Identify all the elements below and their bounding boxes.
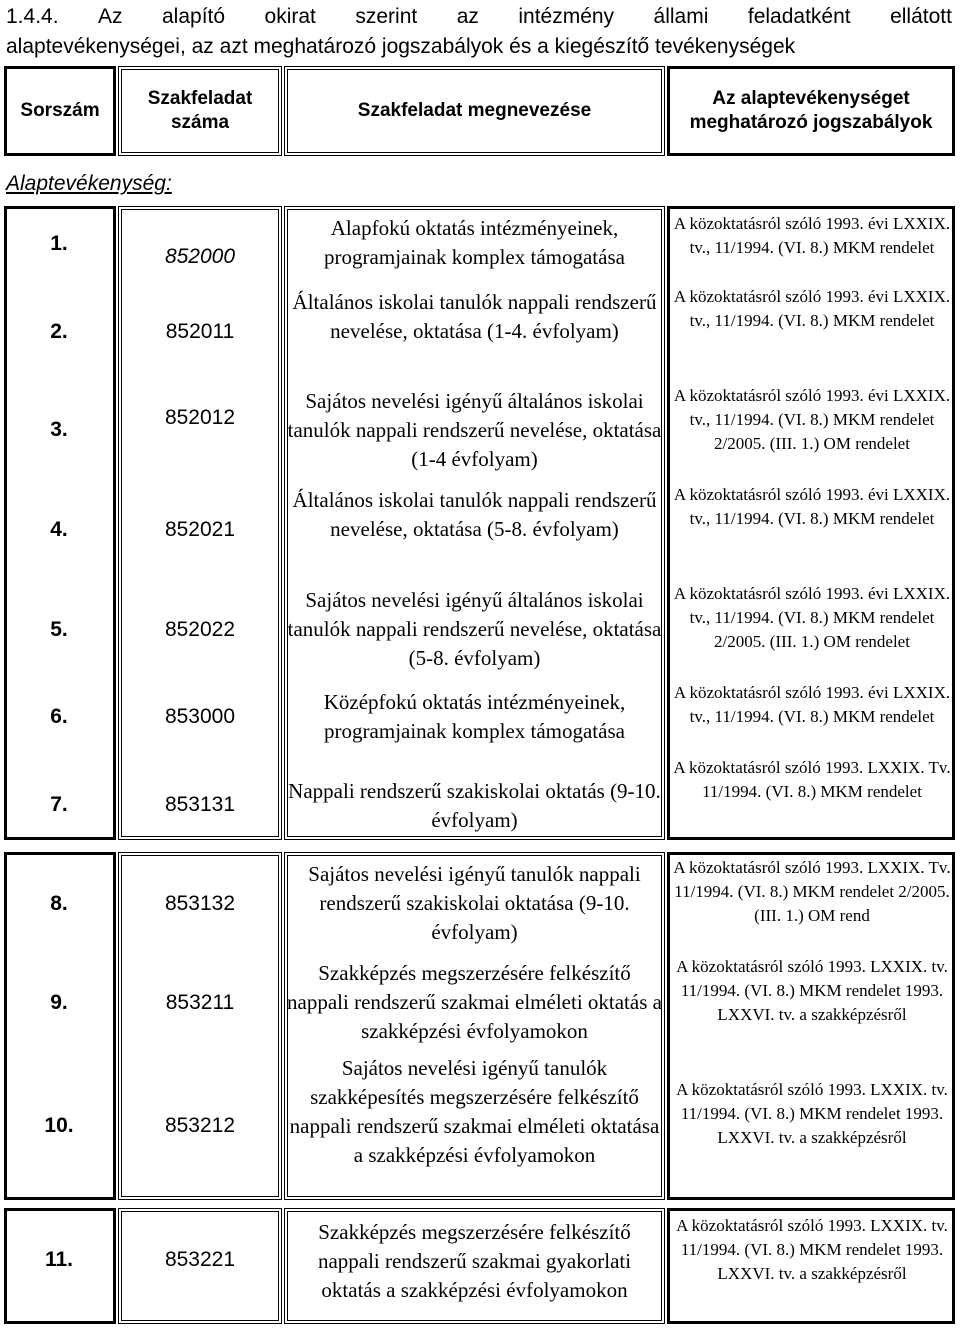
row-name: Sajátos nevelési igényű általános iskolai tanulók nappali rendszerű nevelése, oktatása (1-4 évfolyam) bbox=[287, 389, 662, 471]
row-law: A közoktatásról szóló 1993. LXXIX. tv. 11/1994. (VI. 8.) MKM rendelet 1993. LXXVI. tv. a szakképzésről bbox=[676, 957, 948, 1024]
header-jogszabalyok bbox=[667, 66, 955, 156]
row-law: A közoktatásról szóló 1993. évi LXXIX. tv., 11/1994. (VI. 8.) MKM rendelet bbox=[673, 287, 951, 330]
row-law: A közoktatásról szóló 1993. évi LXXIX. tv., 11/1994. (VI. 8.) MKM rendelet bbox=[673, 683, 951, 726]
heading-word: állami bbox=[653, 5, 709, 28]
header-szakfeladat-szama-label: Szakfeladat száma bbox=[147, 88, 253, 133]
row-law: A közoktatásról szóló 1993. évi LXXIX. tv., 11/1994. (VI. 8.) MKM rendelet 2/2005. (III. 1.) OM rendelet bbox=[673, 584, 951, 651]
row-law: A közoktatásról szóló 1993. LXXIX. Tv. 11/1994. (VI. 8.) MKM rendelet bbox=[673, 758, 951, 801]
header-sorszam-label: Sorszám bbox=[20, 100, 100, 121]
row-code: 853212 bbox=[164, 1114, 236, 1137]
row-name: Szakképzés megszerzésére felkészítő nappali rendszerű szakmai elméleti oktatás a szakképzési évfolyamokon bbox=[287, 961, 662, 1043]
row-number: 3. bbox=[50, 418, 68, 441]
heading-word: okirat bbox=[264, 5, 316, 28]
row-number: 7. bbox=[50, 793, 68, 816]
row-law: A közoktatásról szóló 1993. évi LXXIX. tv., 11/1994. (VI. 8.) MKM rendelet bbox=[673, 214, 951, 257]
heading-line-2: alaptevékenységei, az azt meghatározó jogszabályok és a kiegészítő tevékenységek bbox=[6, 35, 796, 58]
row-number: 2. bbox=[50, 320, 68, 343]
row-number: 1. bbox=[50, 232, 68, 255]
heading-word: feladatként bbox=[747, 5, 851, 28]
row-code: 853132 bbox=[164, 892, 236, 915]
row-name: Szakképzés megszerzésére felkészítő nappali rendszerű szakmai gyakorlati oktatás a szakképzési évfolyamokon bbox=[317, 1220, 632, 1302]
heading-word: az bbox=[456, 5, 479, 28]
row-code: 852012 bbox=[164, 406, 236, 429]
row-number: 5. bbox=[50, 618, 68, 641]
row-name: Sajátos nevelési igényű tanulók nappali rendszerű szakiskolai oktatása (9-10. évfolyam) bbox=[308, 862, 641, 944]
row-code: 852021 bbox=[164, 518, 236, 541]
row-name: Középfokú oktatás intézményeinek, programjainak komplex támogatása bbox=[323, 690, 626, 743]
row-code: 852000 bbox=[164, 245, 236, 268]
document-heading bbox=[6, 2, 952, 62]
heading-word: szerint bbox=[355, 5, 418, 28]
heading-line-1 bbox=[6, 2, 952, 32]
row-number: 8. bbox=[50, 892, 68, 915]
row-name: Általános iskolai tanulók nappali rendszerű nevelése, oktatása (5-8. évfolyam) bbox=[292, 488, 657, 541]
row-name: Sajátos nevelési igényű általános iskolai tanulók nappali rendszerű nevelése, oktatása (5-8. évfolyam) bbox=[287, 588, 662, 670]
row-name: Általános iskolai tanulók nappali rendszerű nevelése, oktatása (1-4. évfolyam) bbox=[292, 290, 657, 343]
row-number: 6. bbox=[50, 705, 68, 728]
heading-word: intézmény bbox=[518, 5, 615, 28]
row-number: 9. bbox=[50, 991, 68, 1014]
row-number: 4. bbox=[50, 518, 68, 541]
row-number: 10. bbox=[44, 1114, 74, 1137]
row-code: 852011 bbox=[165, 320, 235, 343]
row-code: 853000 bbox=[164, 705, 236, 728]
heading-word: Az bbox=[98, 5, 123, 28]
row-code: 852022 bbox=[164, 618, 236, 641]
row-law: A közoktatásról szóló 1993. évi LXXIX. tv., 11/1994. (VI. 8.) MKM rendelet 2/2005. (III. 1.) OM rendelet bbox=[673, 386, 951, 453]
header-megnevezes-label: Szakfeladat megnevezése bbox=[357, 100, 592, 121]
row-law: A közoktatásról szóló 1993. LXXIX. tv. 11/1994. (VI. 8.) MKM rendelet 1993. LXXVI. tv. a szakképzésről bbox=[676, 1216, 948, 1283]
header-megnevezes bbox=[284, 66, 665, 156]
heading-word: ellátott bbox=[890, 5, 952, 28]
header-sorszam bbox=[4, 66, 116, 156]
row-law: A közoktatásról szóló 1993. LXXIX. Tv. 11/1994. (VI. 8.) MKM rendelet 2/2005. (III. 1.) OM rend bbox=[673, 858, 951, 925]
row-code: 853211 bbox=[165, 991, 235, 1014]
row-law: A közoktatásról szóló 1993. évi LXXIX. tv., 11/1994. (VI. 8.) MKM rendelet bbox=[673, 485, 951, 528]
row-name: Nappali rendszerű szakiskolai oktatás (9-10. évfolyam) bbox=[288, 779, 661, 832]
row-name: Sajátos nevelési igényű tanulók szakképesítés megszerzésére felkészítő nappali rendszerű szakmai elméleti oktatása a szakképzési évfolyamokon bbox=[289, 1056, 660, 1167]
row-code: 853131 bbox=[164, 793, 236, 816]
header-jogszabalyok-label: Az alaptevékenységet meghatározó jogszabályok bbox=[689, 88, 933, 133]
header-szakfeladat-szama bbox=[118, 66, 282, 156]
row-name: Alapfokú oktatás intézményeinek, programjainak komplex támogatása bbox=[324, 216, 625, 269]
row-law: A közoktatásról szóló 1993. LXXIX. tv. 11/1994. (VI. 8.) MKM rendelet 1993. LXXVI. tv. a szakképzésről bbox=[676, 1080, 948, 1147]
heading-word: alapító bbox=[162, 5, 226, 28]
section-label: Alaptevékenység: bbox=[6, 172, 172, 195]
heading-word: 1.4.4. bbox=[6, 5, 59, 28]
row-code: 853221 bbox=[164, 1248, 236, 1271]
row-number: 11. bbox=[44, 1248, 74, 1271]
